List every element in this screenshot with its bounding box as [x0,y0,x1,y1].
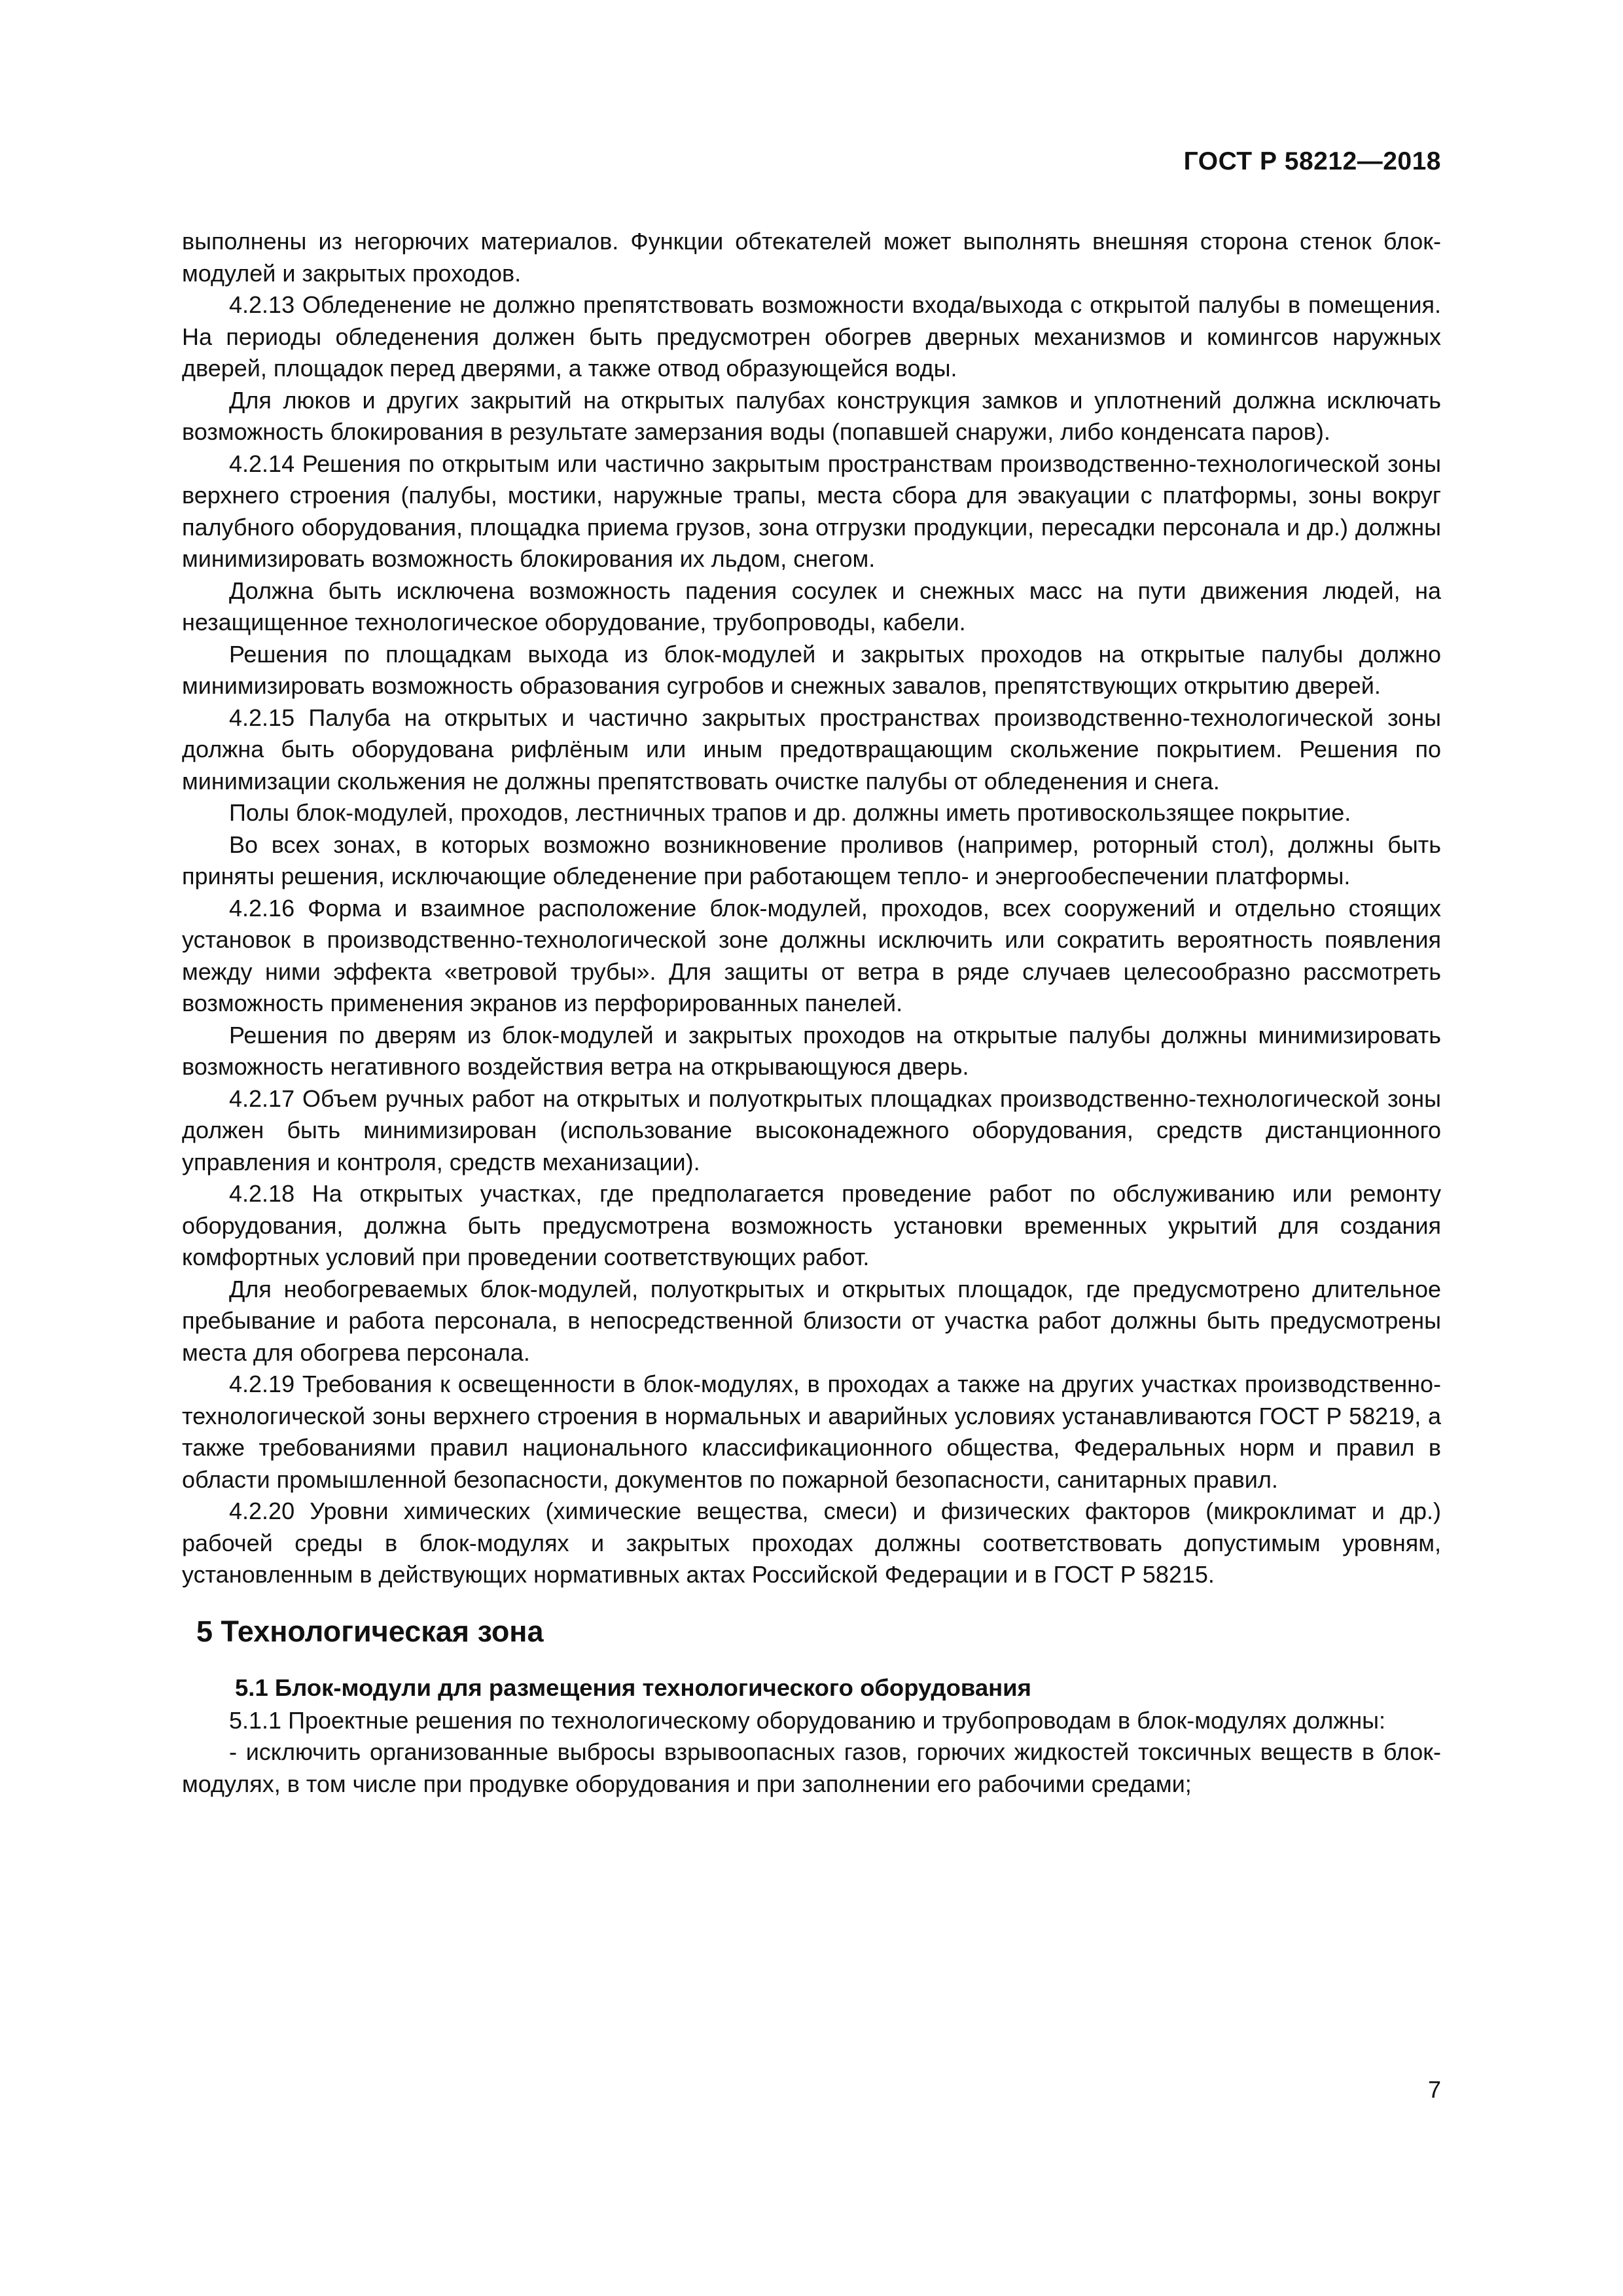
paragraph: Для необогреваемых блок-модулей, полуоткрытых и открытых площадок, где предусмотрено длительное пребывание и работа персонала, в непосредственной близости от участка работ должны быть предусмотрены места для обогрева персонала. [182,1275,1441,1366]
paragraph-4-2-15: 4.2.15 Палуба на открытых и частично закрытых пространствах производственно-технологической зоны должна быть оборудована рифлёным или иным предотвращающим скольжение покрытием. Решения по минимизации скольжения не должны препятствовать очистке палубы от обледенения и снега. [182,704,1441,795]
paragraph: Полы блок-модулей, проходов, лестничных трапов и др. должны иметь противоскользящее покрытие. [229,799,1351,826]
paragraph: Должна быть исключена возможность падения сосулек и снежных масс на пути движения людей, на незащищенное технологическое оборудование, трубопроводы, кабели. [182,577,1441,636]
document-code-header: ГОСТ Р 58212—2018 [1183,147,1441,175]
document-body [182,226,1441,1800]
paragraph-4-2-20: 4.2.20 Уровни химических (химические вещества, смеси) и физических факторов (микроклимат и др.) рабочей среды в блок-модулях и закрытых проходах должны соответствовать допустимым уровням, установленным в действующих нормативных актах Российской Федерации и в ГОСТ Р 58215. [182,1498,1441,1588]
section-heading: 5 Технологическая зона [196,1614,544,1648]
paragraph-4-2-17: 4.2.17 Объем ручных работ на открытых и полуоткрытых площадках производственно-технологической зоны должен быть минимизирован (использование высоконадежного оборудования, средств дистанционного управления и контроля, средств механизации). [182,1085,1441,1175]
subsection-heading: 5.1 Блок-модули для размещения технологического оборудования [235,1674,1031,1701]
paragraph: Решения по дверям из блок-модулей и закрытых проходов на открытые палубы должны минимизировать возможность негативного воздействия ветра на открывающуюся дверь. [182,1021,1441,1080]
list-item: - исключить организованные выбросы взрывоопасных газов, горючих жидкостей токсичных веществ в блок-модулях, в том числе при продувке оборудования и при заполнении его рабочими средами; [182,1738,1441,1797]
paragraph-4-2-18: 4.2.18 На открытых участках, где предполагается проведение работ по обслуживанию или ремонту оборудования, должна быть предусмотрена возможность установки временных укрытий для создания комфортных условий при проведении соответствующих работ. [182,1180,1441,1270]
paragraph-5-1-1: 5.1.1 Проектные решения по технологическому оборудованию и трубопроводам в блок-модулях должны: [229,1706,1386,1734]
paragraph: Решения по площадкам выхода из блок-модулей и закрытых проходов на открытые палубы должно минимизировать возможность образования сугробов и снежных завалов, препятствующих открытию дверей. [182,640,1441,699]
paragraph: Во всех зонах, в которых возможно возникновение проливов (например, роторный стол), должны быть приняты решения, исключающие обледенение при работающем тепло- и энергообеспечении платформы. [182,831,1441,889]
page-number: 7 [1427,2076,1441,2103]
paragraph: Для люков и других закрытий на открытых палубах конструкция замков и уплотнений должна исключать возможность блокирования в результате замерзания воды (попавшей снаружи, либо конденсата паров). [182,386,1441,445]
paragraph-4-2-13: 4.2.13 Обледенение не должно препятствовать возможности входа/выхода с открытой палубы в помещения. На периоды обледенения должен быть предусмотрен обогрев дверных механизмов и комингсов наружных дверей, площадок перед дверями, а также отвод образующейся воды. [182,291,1441,382]
paragraph-4-2-14: 4.2.14 Решения по открытым или частично закрытым пространствам производственно-технологической зоны верхнего строения (палубы, мостики, наружные трапы, места сбора для эвакуации с платформы, зоны вокруг палубного оборудования, площадка приема грузов, зона отгрузки продукции, пересадки персонала и др.) должны минимизировать возможность блокирования их льдом, снегом. [182,450,1441,572]
paragraph-continuation: выполнены из негорючих материалов. Функции обтекателей может выполнять внешняя сторона стенок блок-модулей и закрытых проходов. [182,228,1441,287]
paragraph-4-2-19: 4.2.19 Требования к освещенности в блок-модулях, в проходах а также на других участках производственно-технологической зоны верхнего строения в нормальных и аварийных условиях устанавливаются ГОСТ Р 58219, а также требованиями правил национального классификационного общества, Федеральных норм и правил в области промышленной безопасности, документов по пожарной безопасности, санитарных правил. [182,1371,1441,1493]
paragraph-4-2-16: 4.2.16 Форма и взаимное расположение блок-модулей, проходов, всех сооружений и отдельно стоящих установок в производственно-технологической зоне должны исключить или сократить вероятность появления между ними эффекта «ветровой трубы». Для защиты от ветра в ряде случаев целесообразно рассмотреть возможность применения экранов из перфорированных панелей. [182,894,1441,1016]
